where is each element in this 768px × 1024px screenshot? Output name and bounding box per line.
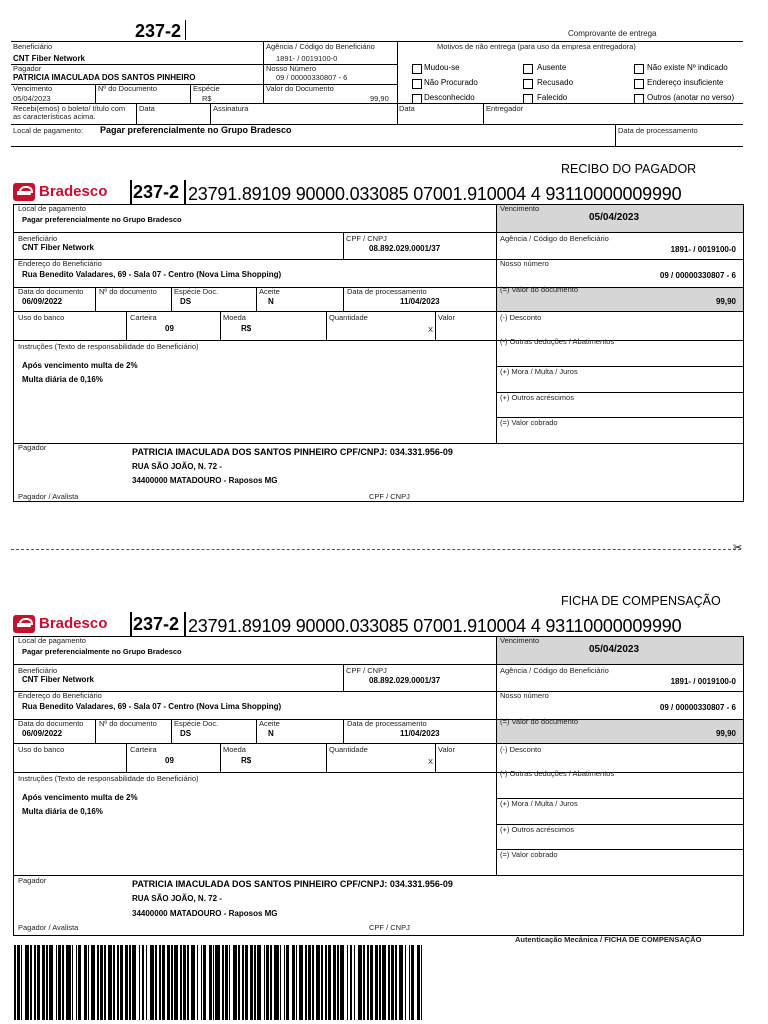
cpf-cnpj-label: CPF / CNPJ [346, 666, 387, 675]
barcode-bar [97, 945, 99, 1020]
scissors-icon: ✂ [733, 542, 743, 554]
avalista-cpf-label: CPF / CNPJ [369, 923, 410, 932]
entrega-num-doc-label: Nº do Documento [98, 84, 158, 93]
cpf-cnpj: 08.892.029.0001/37 [369, 244, 441, 253]
local-label: Local de pagamento [18, 636, 86, 645]
entrega-pagador-label: Pagador [13, 64, 42, 73]
recibo-title: RECIBO DO PAGADOR [561, 162, 697, 176]
barcode-bar [76, 945, 78, 1020]
beneficiario-label: Beneficiário [18, 234, 58, 243]
checkbox-nao-procurado[interactable] [412, 79, 422, 89]
barcode-bar [260, 945, 262, 1020]
avalista-label: Pagador / Avalista [18, 492, 79, 501]
barcode-bar [402, 945, 404, 1020]
aceite-label: Aceite [259, 719, 280, 728]
barcode-bar [197, 945, 199, 1020]
barcode-bar [363, 945, 365, 1020]
barcode-bar [14, 945, 16, 1020]
local-label: Local de pagamento [18, 204, 86, 213]
barcode-bar [121, 945, 123, 1020]
barcode-bar [309, 945, 311, 1020]
carteira-label: Carteira [130, 745, 157, 754]
barcode-bar [268, 945, 270, 1020]
barcode-bar [163, 945, 165, 1020]
bradesco-logo-icon [13, 615, 35, 633]
pagador-line-1: PATRICIA IMACULADA DOS SANTOS PINHEIRO CPF/CNPJ: 034.331.956-09 [132, 447, 453, 457]
barcode-bar [335, 945, 337, 1020]
barcode-bar [395, 945, 397, 1020]
barcode-bar [113, 945, 115, 1020]
cpf-cnpj: 08.892.029.0001/37 [369, 676, 441, 685]
barcode-bar [288, 945, 290, 1020]
barcode-bar [72, 945, 74, 1020]
cut-line [11, 549, 741, 550]
entrega-data-proc-label: Data de processamento [618, 126, 698, 135]
especie-doc-label: Espécie Doc. [174, 287, 219, 296]
reason-label: Mudou-se [424, 63, 460, 72]
barcode-bar [284, 945, 286, 1020]
pagador-line-1: PATRICIA IMACULADA DOS SANTOS PINHEIRO CPF/CNPJ: 034.331.956-09 [132, 879, 453, 889]
barcode-bar [305, 945, 307, 1020]
barcode-bar [329, 945, 331, 1020]
checkbox-ausente[interactable] [523, 64, 533, 74]
reason-label: Outros (anotar no verso) [647, 93, 735, 102]
instrucao-1: Após vencimento multa de 2% [22, 361, 138, 370]
valor-label: Valor [438, 313, 455, 322]
barcode-bar [139, 945, 141, 1020]
num-doc-label: Nº do documento [99, 719, 157, 728]
checkbox-recusado[interactable] [523, 79, 533, 89]
aceite-label: Aceite [259, 287, 280, 296]
agencia: 1891- / 0019100-0 [670, 677, 736, 686]
entrega-assinatura-label: Assinatura [213, 104, 249, 113]
barcode-bar [44, 945, 46, 1020]
barcode-bar [27, 945, 29, 1020]
barcode-bar [69, 945, 71, 1020]
entrega-motivos-label: Motivos de não entrega (para uso da empresa entregadora) [437, 42, 636, 51]
linha-digitavel: 23791.89109 90000.033085 07001.910004 4 93110000009990 [188, 184, 682, 204]
barcode-bar [93, 945, 95, 1020]
entrega-especie-label: Espécie [193, 84, 220, 93]
barcode-bar [127, 945, 129, 1020]
endereco-label: Endereço do Beneficiário [18, 259, 102, 268]
barcode-bar [155, 945, 157, 1020]
barcode-bar [159, 945, 161, 1020]
x-mark: X [428, 757, 434, 766]
carteira: 09 [165, 324, 174, 333]
slip-bank-number: 237-2 [133, 614, 180, 634]
barcode-bar [171, 945, 173, 1020]
vencimento: 05/04/2023 [589, 644, 640, 655]
entrega-bank-number: 237-2 [135, 21, 182, 41]
entrega-valor-label: Valor do Documento [266, 84, 334, 93]
agencia-label: Agência / Código do Beneficiário [500, 666, 609, 675]
desconto-label: (-) Desconto [500, 745, 542, 754]
barcode-bar [62, 945, 64, 1020]
ficha-slip [0, 612, 768, 942]
data-proc-label: Data de processamento [347, 719, 427, 728]
barcode-bar [146, 945, 148, 1020]
vencimento-label: Vencimento [500, 636, 540, 645]
valor-doc-label: (=) Valor do documento [500, 285, 579, 294]
barcode-bar [388, 945, 390, 1020]
barcode-bar [213, 945, 215, 1020]
beneficiario-label: Beneficiário [18, 666, 58, 675]
barcode-bar [409, 945, 411, 1020]
valor-doc: 99,90 [715, 729, 736, 738]
barcode-bar [117, 945, 119, 1020]
barcode-bar [101, 945, 103, 1020]
barcode-bar [354, 945, 356, 1020]
entrega-data-label: Data [139, 104, 155, 113]
barcode-bar [418, 945, 420, 1020]
beneficiario: CNT Fiber Network [22, 675, 95, 684]
barcode-bar [254, 945, 256, 1020]
mora-label: (+) Mora / Multa / Juros [500, 799, 578, 808]
checkbox-nao-existe[interactable] [634, 64, 644, 74]
data-proc-label: Data de processamento [347, 287, 427, 296]
barcode-bar [360, 945, 362, 1020]
local-pagamento: Pagar preferencialmente no Grupo Bradesco [22, 647, 182, 656]
barcode-bar [85, 945, 87, 1020]
instrucoes-label: Instruções (Texto de responsabilidade do Beneficiário) [18, 774, 199, 783]
quantidade-label: Quantidade [329, 745, 368, 754]
barcode-bar [187, 945, 189, 1020]
barcode-bar [168, 945, 170, 1020]
carteira-label: Carteira [130, 313, 157, 322]
barcode-bar [337, 945, 339, 1020]
barcode-bar [235, 945, 237, 1020]
barcode-bar [21, 945, 23, 1020]
barcode-bar [56, 945, 58, 1020]
barcode-bar [413, 945, 415, 1020]
entrega-vencimento-label: Vencimento [13, 84, 53, 93]
barcode-bar [135, 945, 137, 1020]
reason-label: Recusado [537, 78, 574, 87]
pagador-line-2: RUA SÃO JOÃO, N. 72 - [132, 894, 222, 903]
bradesco-logo [13, 181, 123, 203]
entrega-especie: R$ [202, 94, 212, 103]
agencia-label: Agência / Código do Beneficiário [500, 234, 609, 243]
reason-label: Ausente [537, 63, 567, 72]
barcode-bar [343, 945, 345, 1020]
uso-banco-label: Uso do banco [18, 313, 65, 322]
moeda-label: Moeda [223, 313, 246, 322]
barcode-bar [312, 945, 314, 1020]
pagador-label: Pagador [18, 876, 47, 885]
pagador-label: Pagador [18, 443, 47, 452]
outras-deducoes-label: (-) Outras deduções / Abatimentos [500, 337, 615, 346]
vencimento-label: Vencimento [500, 204, 540, 213]
barcode-bar [351, 945, 353, 1020]
entrega-nosso-numero-label: Nosso Número [266, 64, 317, 73]
barcode-bar [379, 945, 381, 1020]
entrega-vencimento: 05/04/2023 [13, 94, 51, 103]
entrega-beneficiario: CNT Fiber Network [13, 54, 86, 63]
barcode-bar [222, 945, 224, 1020]
data-doc: 06/09/2022 [22, 297, 63, 306]
data-doc-label: Data do documento [18, 287, 84, 296]
bradesco-logo [13, 613, 123, 635]
outros-acrescimos-label: (+) Outros acréscimos [500, 393, 574, 402]
endereco: Rua Benedito Valadares, 69 - Sala 07 - Centro (Nova Lima Shopping) [22, 270, 282, 279]
entrega-pagador: PATRICIA IMACULADA DOS SANTOS PINHEIRO [13, 73, 196, 82]
avalista-label: Pagador / Avalista [18, 923, 79, 932]
entrega-entregador-label: Entregador [486, 104, 524, 113]
barcode-bar [252, 945, 254, 1020]
barcode-bar [347, 945, 349, 1020]
x-mark: X [428, 325, 434, 334]
entrega-data2-label: Data [399, 104, 415, 113]
num-doc-label: Nº do documento [99, 287, 157, 296]
barcode-bar [367, 945, 369, 1020]
local-pagamento: Pagar preferencialmente no Grupo Bradesco [22, 215, 182, 224]
barcode-bar [277, 945, 279, 1020]
barcode-bar [405, 945, 407, 1020]
barcode-bar [60, 945, 62, 1020]
instrucao-2: Multa diária de 0,16% [22, 375, 103, 384]
barcode-bar [229, 945, 231, 1020]
entrega-nosso-numero: 09 / 00000330807 - 6 [276, 73, 348, 82]
autenticacao-label: Autenticação Mecânica / FICHA DE COMPENSAÇÃO [515, 935, 702, 944]
barcode-bar [18, 945, 20, 1020]
outros-acrescimos-label: (+) Outros acréscimos [500, 825, 574, 834]
reason-label: Não existe Nº indicado [647, 63, 728, 72]
carteira: 09 [165, 756, 174, 765]
especie-doc-label: Espécie Doc. [174, 719, 219, 728]
barcode-bar [246, 945, 248, 1020]
especie-doc: DS [180, 729, 192, 738]
reason-label: Não Procurado [424, 78, 478, 87]
nosso-numero-label: Nosso número [500, 259, 549, 268]
recibo-slip [0, 180, 768, 505]
barcode-bar [30, 945, 32, 1020]
linha-digitavel: 23791.89109 90000.033085 07001.910004 4 93110000009990 [188, 616, 682, 636]
barcode-bar [296, 945, 298, 1020]
instrucoes-label: Instruções (Texto de responsabilidade do Beneficiário) [18, 342, 199, 351]
entrega-local: Pagar preferencialmente no Grupo Bradesco [100, 125, 292, 135]
barcode-bar [280, 945, 282, 1020]
bradesco-logo-text: Bradesco [39, 615, 108, 632]
valor-doc: 99,90 [715, 297, 736, 306]
entrega-valor: 99,90 [370, 94, 389, 103]
barcode-bar [143, 945, 145, 1020]
outras-deducoes-label: (-) Outras deduções / Abatimentos [500, 769, 615, 778]
checkbox-mudou-se[interactable] [412, 64, 422, 74]
aceite: N [268, 297, 274, 306]
avalista-cpf-label: CPF / CNPJ [369, 492, 410, 501]
nosso-numero-label: Nosso número [500, 691, 549, 700]
barcode-bar [46, 945, 48, 1020]
barcode-bar [184, 945, 186, 1020]
valor-doc-label: (=) Valor do documento [500, 717, 579, 726]
barcode-bar [34, 945, 36, 1020]
barcode-bar [176, 945, 178, 1020]
valor-label: Valor [438, 745, 455, 754]
barcode-bar [264, 945, 266, 1020]
bradesco-logo-icon [13, 183, 35, 201]
barcode-bar [80, 945, 82, 1020]
moeda: R$ [241, 324, 252, 333]
checkbox-desconhecido[interactable] [412, 94, 422, 104]
valor-cobrado-label: (=) Valor cobrado [500, 850, 558, 859]
reason-label: Endereço insuficiente [647, 78, 724, 87]
barcode-bar [88, 945, 90, 1020]
barcode-bar [301, 945, 303, 1020]
moeda: R$ [241, 756, 252, 765]
entrega-local-label: Local de pagamento: [13, 126, 84, 135]
quantidade-label: Quantidade [329, 313, 368, 322]
data-proc: 11/04/2023 [400, 729, 440, 738]
bradesco-logo-text: Bradesco [39, 183, 108, 200]
barcode-bar [238, 945, 240, 1020]
barcode-bar [226, 945, 228, 1020]
data-doc: 06/09/2022 [22, 729, 63, 738]
barcode [14, 945, 422, 1020]
pagador-line-2: RUA SÃO JOÃO, N. 72 - [132, 462, 222, 471]
barcode-bar [319, 945, 321, 1020]
data-proc: 11/04/2023 [400, 297, 440, 306]
barcode-bar [293, 945, 295, 1020]
nosso-numero: 09 / 00000330807 - 6 [659, 703, 736, 712]
cpf-cnpj-label: CPF / CNPJ [346, 234, 387, 243]
endereco: Rua Benedito Valadares, 69 - Sala 07 - Centro (Nova Lima Shopping) [22, 702, 282, 711]
barcode-bar [201, 945, 203, 1020]
barcode-bar [321, 945, 323, 1020]
desconto-label: (-) Desconto [500, 313, 542, 322]
slip-bank-number: 237-2 [133, 182, 180, 202]
vencimento: 05/04/2023 [589, 212, 640, 223]
barcode-bar [210, 945, 212, 1020]
data-doc-label: Data do documento [18, 719, 84, 728]
barcode-bar [325, 945, 327, 1020]
barcode-bar [384, 945, 386, 1020]
reason-label: Falecido [537, 93, 568, 102]
ficha-title: FICHA DE COMPENSAÇÃO [561, 594, 721, 608]
checkbox-outros[interactable] [634, 94, 644, 104]
barcode-bar [152, 945, 154, 1020]
checkbox-falecido[interactable] [523, 94, 533, 104]
barcode-bar [371, 945, 373, 1020]
barcode-bar [242, 945, 244, 1020]
barcode-bar [376, 945, 378, 1020]
mora-label: (+) Mora / Multa / Juros [500, 367, 578, 376]
entrega-title: Comprovante de entrega [568, 29, 657, 38]
barcode-bar [180, 945, 182, 1020]
aceite: N [268, 729, 274, 738]
barcode-bar [205, 945, 207, 1020]
barcode-bar [104, 945, 106, 1020]
beneficiario: CNT Fiber Network [22, 243, 95, 252]
barcode-bar [129, 945, 131, 1020]
pagador-line-3: 34400000 MATADOURO - Raposos MG [132, 909, 278, 918]
instrucao-2: Multa diária de 0,16% [22, 807, 103, 816]
pagador-line-3: 34400000 MATADOURO - Raposos MG [132, 476, 278, 485]
reason-label: Desconhecido [424, 93, 475, 102]
uso-banco-label: Uso do banco [18, 745, 65, 754]
barcode-bar [38, 945, 40, 1020]
barcode-bar [194, 945, 196, 1020]
barcode-bar [392, 945, 394, 1020]
barcode-bar [52, 945, 54, 1020]
barcode-bar [270, 945, 272, 1020]
nosso-numero: 09 / 00000330807 - 6 [659, 271, 736, 280]
instrucao-1: Após vencimento multa de 2% [22, 793, 138, 802]
entrega-agencia: 1891- / 0019100-0 [276, 54, 338, 63]
entrega-agencia-label: Agência / Código do Beneficiário [266, 42, 375, 51]
barcode-bar [218, 945, 220, 1020]
barcode-bar [111, 945, 113, 1020]
moeda-label: Moeda [223, 745, 246, 754]
checkbox-endereco-insuficiente[interactable] [634, 79, 644, 89]
especie-doc: DS [180, 297, 192, 306]
entrega-recebi-label: Recebi(emos) o boleto/ título com as características acima. [13, 104, 126, 121]
agencia: 1891- / 0019100-0 [670, 245, 736, 254]
entrega-beneficiario-label: Beneficiário [13, 42, 53, 51]
valor-cobrado-label: (=) Valor cobrado [500, 418, 558, 427]
endereco-label: Endereço do Beneficiário [18, 691, 102, 700]
barcode-bar [421, 945, 422, 1020]
